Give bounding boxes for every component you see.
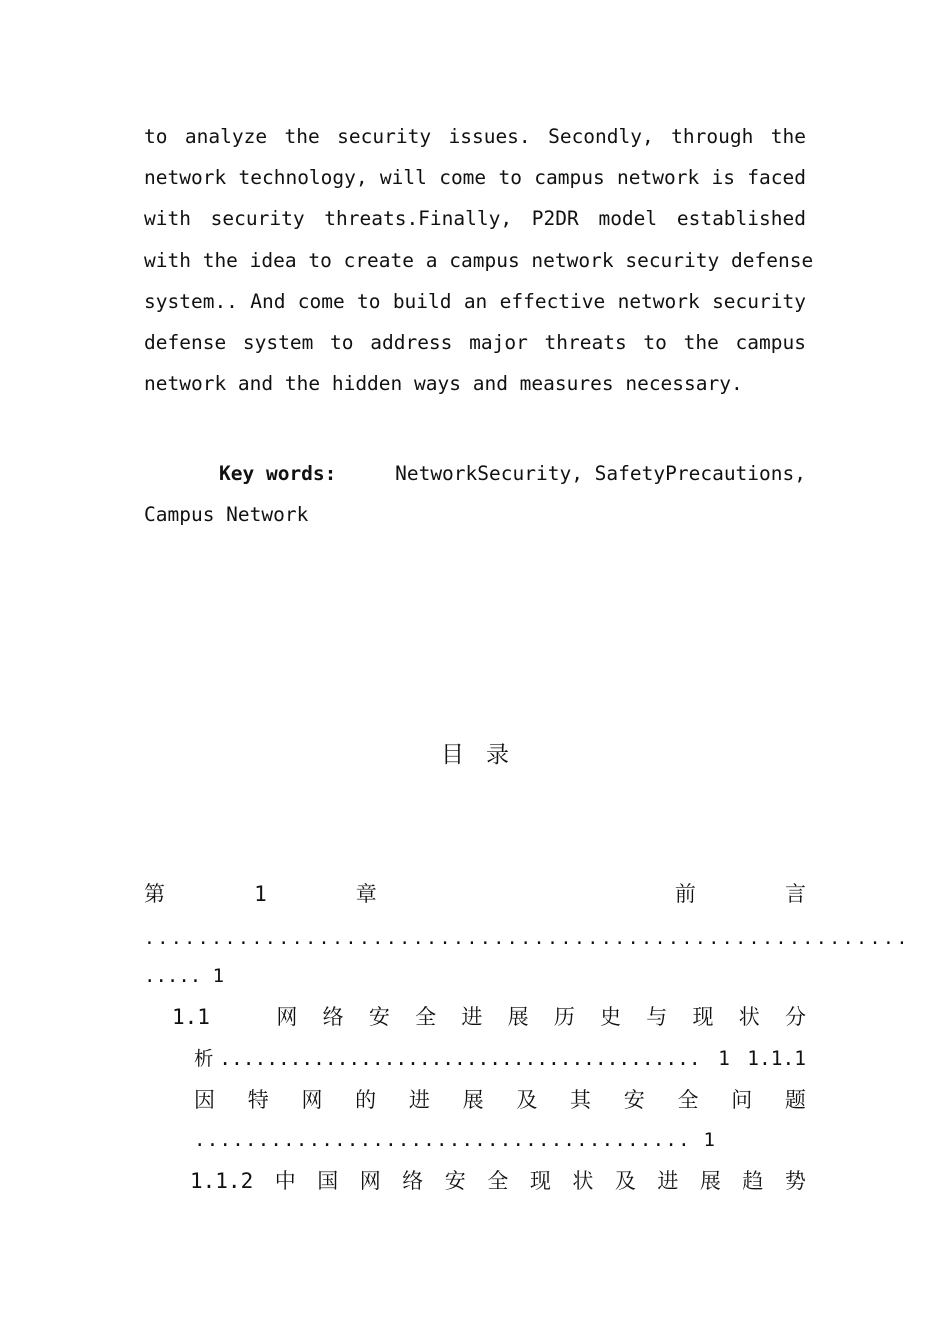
toc-word: 进 bbox=[461, 1005, 483, 1029]
toc-title: 目录 bbox=[441, 742, 531, 768]
toc-word: 全 bbox=[487, 1169, 509, 1193]
toc-word: 全 bbox=[677, 1088, 699, 1112]
toc-page-number: ..... 1 bbox=[144, 965, 225, 987]
toc-word: 安 bbox=[444, 1169, 466, 1193]
toc-word: 因 bbox=[194, 1088, 215, 1112]
toc-word: 势 bbox=[784, 1169, 806, 1193]
toc-word: 特 bbox=[247, 1088, 269, 1112]
toc-word: 进 bbox=[408, 1088, 430, 1112]
toc-word: 安 bbox=[623, 1088, 645, 1112]
toc-word: 现 bbox=[692, 1005, 714, 1029]
toc-word: 趋 bbox=[742, 1169, 764, 1193]
toc-word: 网 bbox=[359, 1169, 381, 1193]
toc-word: 络 bbox=[402, 1169, 424, 1193]
keywords-values: NetworkSecurity, SafetyPrecautions, bbox=[395, 462, 806, 485]
toc-word: 中 bbox=[274, 1169, 296, 1193]
toc-word: 国 bbox=[317, 1169, 339, 1193]
toc-word: 历 bbox=[553, 1005, 575, 1029]
toc-chapter-1[interactable] bbox=[144, 874, 806, 915]
toc-word: 第 bbox=[144, 882, 165, 906]
toc-word: 前 bbox=[674, 882, 696, 906]
toc-word: 进 bbox=[657, 1169, 679, 1193]
toc-word: 1.1 bbox=[172, 1005, 210, 1029]
toc-word: 与 bbox=[646, 1005, 668, 1029]
abstract-line: defense system to address major threats to the campus bbox=[144, 331, 806, 354]
toc-word: 展 bbox=[462, 1088, 484, 1112]
keywords-label: Key words: bbox=[219, 462, 337, 485]
toc-section-1-1-cont: 析......................................... 1 1.1.1 bbox=[194, 1047, 806, 1070]
toc-word: 展 bbox=[699, 1169, 721, 1193]
toc-section-1-1-1[interactable] bbox=[194, 1080, 806, 1121]
toc-word: 安 bbox=[368, 1005, 390, 1029]
toc-word: 言 bbox=[784, 882, 806, 906]
toc-word: 分 bbox=[784, 1005, 806, 1029]
toc-word: 及 bbox=[614, 1169, 636, 1193]
toc-word: 1.1.2 bbox=[190, 1169, 254, 1193]
toc-word: 络 bbox=[322, 1005, 344, 1029]
toc-section-1-1[interactable] bbox=[172, 997, 806, 1038]
abstract-line: network and the hidden ways and measures necessary. bbox=[144, 372, 743, 395]
toc-section-1-1-1-cont: ....................................... 1 bbox=[194, 1129, 717, 1151]
abstract-line: with the idea to create a campus network security defense bbox=[144, 249, 814, 272]
keywords-line bbox=[219, 453, 806, 494]
toc-word: 展 bbox=[507, 1005, 529, 1029]
toc-word: 状 bbox=[572, 1169, 594, 1193]
abstract-line: network technology, will come to campus network is faced bbox=[144, 166, 806, 189]
abstract-line: to analyze the security issues. Secondly, through the bbox=[144, 125, 806, 148]
toc-word: 章 bbox=[355, 882, 377, 906]
toc-word: 全 bbox=[415, 1005, 437, 1029]
toc-word: 其 bbox=[570, 1088, 592, 1112]
toc-word: 网 bbox=[276, 1005, 298, 1029]
toc-leader-dots: ......................................................... bbox=[144, 928, 910, 949]
abstract-line: system.. And come to build an effective network security bbox=[144, 290, 806, 313]
toc-word: 现 bbox=[529, 1169, 551, 1193]
toc-word: 问 bbox=[731, 1088, 753, 1112]
toc-word: 及 bbox=[516, 1088, 538, 1112]
toc-section-1-1-2[interactable] bbox=[190, 1161, 806, 1202]
toc-word: 史 bbox=[600, 1005, 622, 1029]
keywords-line-2: Campus Network bbox=[144, 503, 309, 526]
toc-word: 状 bbox=[738, 1005, 760, 1029]
abstract-line: with security threats.Finally, P2DR model established bbox=[144, 207, 806, 230]
toc-word: 网 bbox=[301, 1088, 323, 1112]
toc-word: 题 bbox=[784, 1088, 806, 1112]
toc-word: 的 bbox=[355, 1088, 377, 1112]
toc-word: 1 bbox=[254, 882, 267, 906]
